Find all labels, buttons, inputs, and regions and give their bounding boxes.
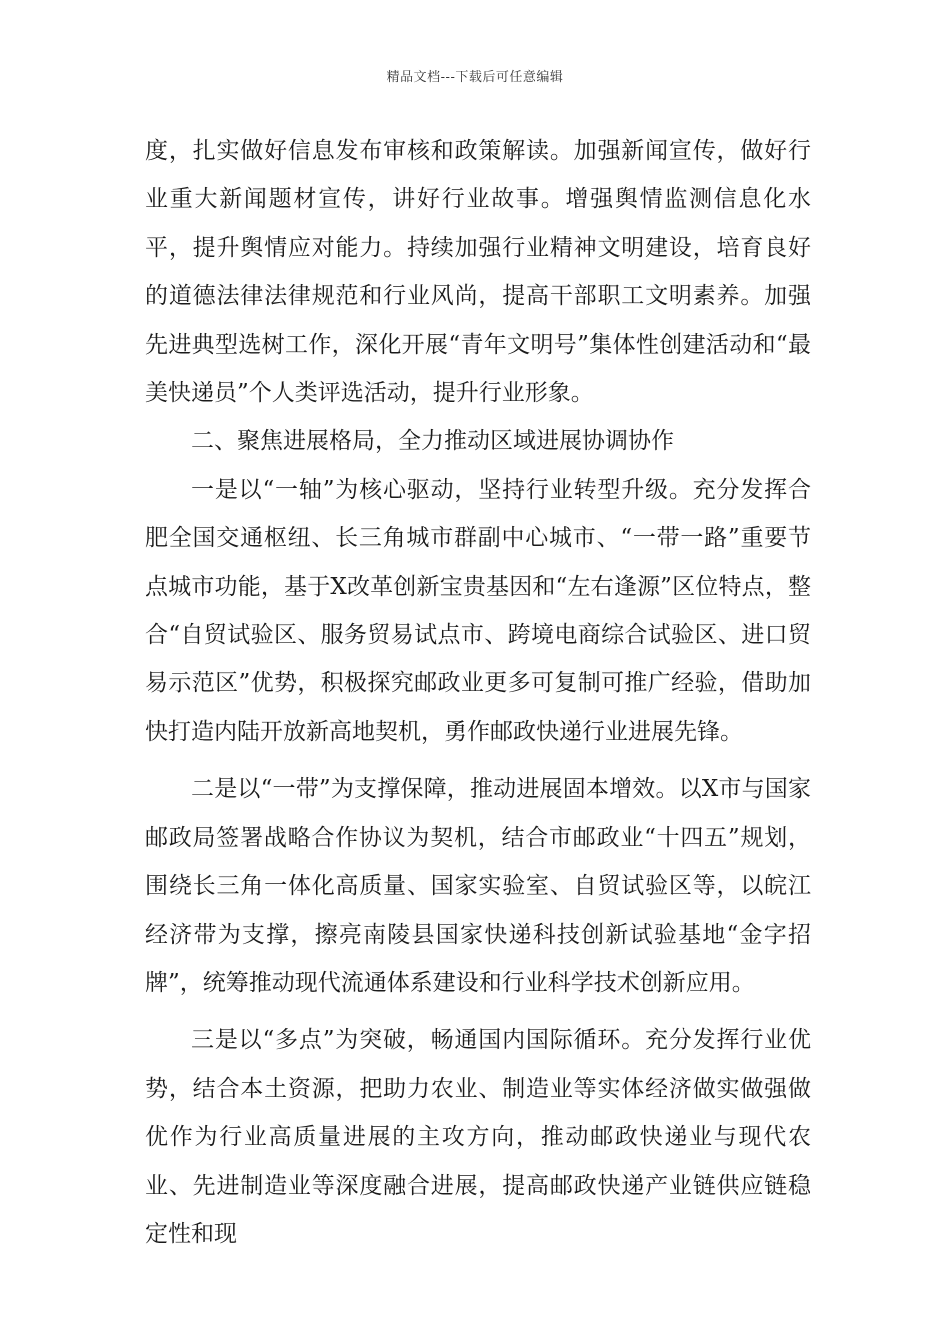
document-body xyxy=(145,127,811,1258)
section-heading: 二、聚焦进展格局，全力推动区域进展协调协作 xyxy=(191,428,674,455)
paragraph-gap xyxy=(145,756,811,765)
paragraph-continuation: 度，扎实做好信息发布审核和政策解读。加强新闻宣传，做好行业重大新闻题材宣传，讲好行业故事。增强舆情监测信息化水平，提升舆情应对能力。持续加强行业精神文明建设，培育良好的道德法律法律规范和行业风尚，提高干部职工文明素养。加强先进典型选树工作，深化开展“青年文明号”集体性创建活动和“最美快递员”个人类评选活动，提升行业形象。 xyxy=(145,138,811,407)
paragraph-multipoint: 三是以“多点”为突破，畅通国内国际循环。充分发挥行业优势，结合本土资源，把助力农业、制造业等实体经济做实做强做优作为行业高质量进展的主攻方向，推动邮政快递业与现代农业、先进制造业等深度融合进展，提高邮政快递产业链供应链稳定性和现 xyxy=(145,1027,811,1247)
page-header: 精品文档---下载后可任意编辑 xyxy=(386,70,564,85)
paragraph-gap xyxy=(145,1007,811,1016)
paragraph-belt: 二是以“一带”为支撑保障，推动进展固本增效。以X市与国家邮政局签署战略合作协议为契机，结合市邮政业“十四五”规划，围绕长三角一体化高质量、国家实验室、自贸试验区等，以皖江经济带为支撑，擦亮南陵县国家快递科技创新试验基地“金字招牌”，统筹推动现代流通体系建设和行业科学技术创新应用。 xyxy=(145,776,811,996)
paragraph-axis: 一是以“一轴”为核心驱动，坚持行业转型升级。充分发挥合肥全国交通枢纽、长三角城市群副中心城市、“一带一路”重要节点城市功能，基于X改革创新宝贵基因和“左右逢源”区位特点，整合“自贸试验区、服务贸易试点市、跨境电商综合试验区、进口贸易示范区”优势，积极探究邮政业更多可复制可推广经验，借助加快打造内陆开放新高地契机，勇作邮政快递行业进展先锋。 xyxy=(145,476,811,745)
